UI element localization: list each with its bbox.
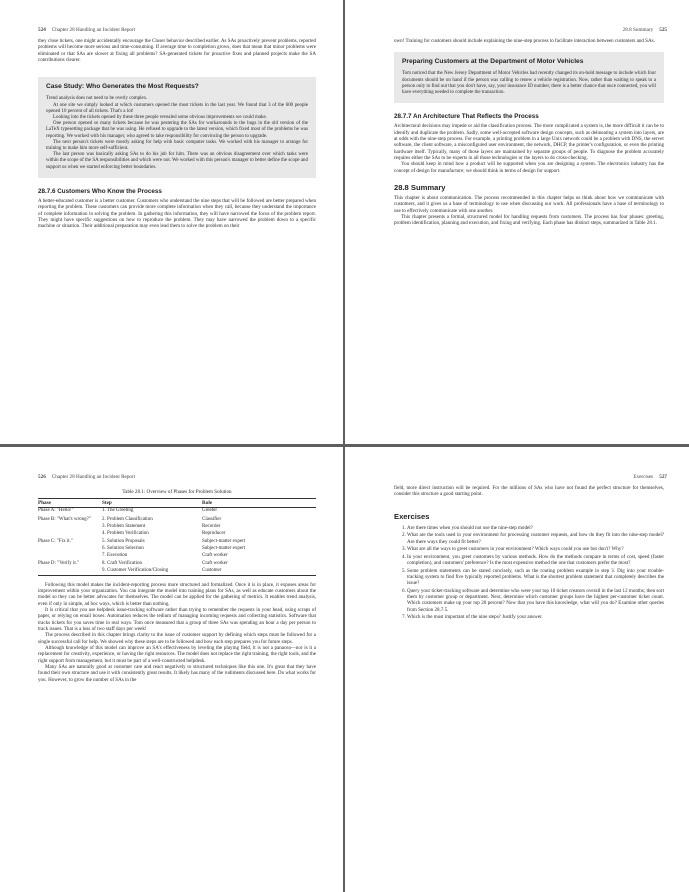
table-cell: 4. Problem Verification [102, 530, 149, 536]
page-number: 524 [38, 27, 46, 33]
table-cell: Reproducer [202, 530, 226, 536]
page-number: 527 [659, 474, 667, 480]
table-cell: Phase C: "Fix it." [38, 538, 73, 544]
table-cell [38, 530, 102, 537]
page-content [394, 485, 664, 622]
page-525 [345, 0, 689, 444]
case-study-title: Case Study: Who Generates the Most Requests? [46, 83, 199, 91]
table-cell [38, 552, 102, 559]
case-study-paragraph: At one site we simply looked at which customers opened the most tickets in the last year. We found that 3 of the 600 people opened 10 percent of all tickets. That's a lot! [46, 102, 308, 114]
sidebar-box-text: Tom noticed that the New Jersey Department of Motor Vehicles had recently changed its on-hold message to include which four documents should be on hand if the person was calling to renew a vehicle registration. Now, rather than waiting to speak to a person only to find out that you don't have, say, your insurance ID number, there is a better chance that once connected, you will have everything needed to complete the transaction. [402, 71, 656, 95]
exercise-item: 3. What are all the ways to greet customers in your environment? Which ways could you use but don't? Why? [407, 546, 664, 552]
exercise-item: 4. In your environment, you greet customers by various methods. How do the methods compare in terms of cost, speed (faster completion), and customers' preference? Is the most expensive method the one that customers prefer the most? [407, 554, 664, 567]
table-row [38, 508, 316, 516]
header-title: Exercises [633, 474, 654, 480]
page-number: 525 [659, 27, 667, 33]
table-header-cell: Step [102, 499, 202, 508]
body-paragraph: Many SAs are naturally good at customer care and react negatively to structured techniques like this one. It's great that they have found their own structure and use it with consistently great results. It likely has many of the rudiments discussed here. Do what works for you. However, to grow the number of SAs in the [38, 664, 316, 683]
case-study-paragraph: The next person's tickets were mostly asking for help with basic computer tasks. We worked with his manager to arrange for training to make him more self-sufficient. [46, 139, 308, 151]
page-content [38, 485, 316, 683]
table-cell [38, 523, 102, 530]
table-row [38, 523, 316, 530]
exercise-item: 7. Which is the most important of the nine steps? Justify your answer. [407, 614, 664, 620]
header-title: 28.8 Summary [622, 27, 654, 33]
table-row [38, 515, 316, 523]
page-content [394, 38, 664, 227]
table-cell [38, 545, 102, 552]
table-cell: Craft worker [202, 560, 228, 566]
page-527 [345, 447, 689, 892]
exercise-item: 6. Query your ticket-tracking software and determine who were your top 10 ticket creators overall in the last 12 months; then sort them by customer group or department. Next, determine which customer groups have the highest per-customer ticket count. Which customers make up your top 20 percent? Now that you have this knowledge, what will you do? Examine other queries from Section 28.7.5. [407, 588, 664, 613]
table-cell: Phase A: "Hello!" [38, 508, 74, 514]
table-cell: Phase D: "Verify it." [38, 560, 80, 566]
body-paragraph: Following this model makes the incident-reporting process more structured and formalized. Once it is in place, it exposes areas for improvement within your organization. You can integrate the model into training plans for SAs, as well as educate customers about the model so they can be better advocates for themselves. The model can be applied for the gathering of metrics. It enables trend analysis, even if only in simple, ad hoc ways, which is better than nothing. [38, 581, 316, 607]
summary-heading: 28.8 Summary [394, 182, 446, 192]
body-paragraph: A better-educated customer is a better customer. Customers who understand the nine steps that will be followed are better prepared when reporting the problem. These customers can provide more complete information when they call, because they understand the importance of complete information in solving the problem. In gathering this information, they will have narrowed the focus of the problem report. They might have specific suggestions on how to reproduce the problem. They may have narrowed the problem down to a specific machine or situation. Their additional preparation may even lead them to solve the problem on their [38, 197, 316, 230]
case-study-box [38, 77, 316, 177]
table-header-cell: Phase [38, 499, 102, 508]
table-row [38, 530, 316, 537]
phases-table [38, 498, 316, 576]
case-study-paragraph: The last person was basically asking SAs to do his job for him. There was an obvious disagreement over which tasks were within the scope of the SA responsibilities and which were not. We worked with this person's manager to better define the scope and support us when we started enforcing better boundaries. [46, 152, 308, 170]
table-cell: 3. Problem Statement [102, 523, 146, 529]
table-row [38, 537, 316, 545]
table-header-row [38, 499, 316, 508]
running-header [633, 474, 667, 480]
exercises-heading: Exercises [394, 511, 430, 521]
body-paragraph: This chapter is about communication. The process recommended in this chapter helps us think about how we communicate with customers, and it gives us a base of terminology to use when discussing our work. All professionals have a base of terminology to use to effectively communicate with one another. [394, 194, 664, 214]
exercise-item: 2. What are the tools used in your environment for processing customer requests, and how do they fit into the nine-step model? Are there ways they could fit better? [407, 532, 664, 545]
table-row [38, 545, 316, 552]
table-cell: Subject-matter expert [202, 538, 246, 544]
body-paragraph: This chapter presents a formal, structured model for handling requests from customers. The process has four phases: greeting, problem identification, planning and execution, and fixing and verifying. Each phase has distinct steps, summarized in Table 28.1. [394, 213, 664, 227]
table-cell: Recorder [202, 523, 221, 529]
header-title: Chapter 28 Handling an Incident Report [51, 27, 136, 33]
table-cell: Customer [202, 568, 316, 576]
body-paragraph: Architectural decisions may impede or aid the classification process. The more complicated a system is, the more difficult it can be to identify and duplicate the problem. Sadly, some well-accepted software design concepts, such as delineating a system into layers, are at odds with the nine-step process. For example, a printing problem in a large Unix network could be a problem with DNS, the server software, the client software, a misconfigured user environment, the network, DHCP, the printer's configuration, or even the printing hardware itself. Typically, many of those layers are maintained by separate groups of people. To diagnose the problem accurately requires either the SAs to be experts in all those technologies or the layers to do cross-checking. [394, 123, 664, 161]
page-526 [0, 447, 343, 892]
exercise-item: 5. Some problem statements can be stated concisely, such as the routing problem example in step 3. Dig into your trouble-tracking system to find five typically reported problems. What is the shortest problem statement that completely describes the issue? [407, 568, 664, 587]
table-cell: 6. Solution Selection [102, 545, 144, 551]
section-heading: 28.7.7 An Architecture That Reflects the Process [394, 113, 539, 121]
table-cell: Classifier [202, 516, 222, 522]
body-paragraph: field, more direct instruction will be required. For the millions of SAs who have not found the perfect structure for themselves, consider this structure a good starting point. [394, 485, 664, 498]
body-paragraph: Although knowledge of this model can improve an SA's effectiveness by leveling the playing field, it is not a panacea—nor is it a replacement for creativity, experience, or having the right resources. The model does not replace the right training, the right tools, and the right support from management, but it must be part of a well-constructed helpdesk. [38, 645, 316, 664]
table-cell: Phase B: "What's wrong?" [38, 516, 91, 522]
table-cell: 7. Execution [102, 552, 128, 558]
case-study-paragraph: Trend analysis does not need to be overly complex. [46, 96, 148, 102]
header-title: Chapter 28 Handling an Incident Report [51, 474, 136, 480]
body-paragraph: It is critical that you use helpdesk issue-tracking software rather than trying to remember the requests in your head, using scraps of paper, or relying on email boxes. Automation reduces the tedium of managing incoming requests and collecting statistics. Software that tracks tickets for you saves time in real ways. Tom once measured that a group of three SAs was spending an hour a day per person to track issues. That is a loss of two staff days per week! [38, 606, 316, 633]
body-paragraph: The process described in this chapter brings clarity to the issue of customer support by defining which steps must be followed for a single successful call for help. We showed why these steps are to be followed and how each step prepares you for future steps. [38, 632, 316, 645]
table-cell: Subject-matter expert [202, 545, 246, 551]
table-cell: 8. Craft Verification [102, 560, 143, 566]
exercise-item: 1. Are there times when you should not use the nine-step model? [407, 525, 664, 531]
table-cell: 1. The Greeting [102, 508, 134, 514]
table-caption: Table 28.1: Overview of Phases for Problem Solution [122, 489, 232, 495]
body-paragraph: You should keep in mind how a product will be supported when you are designing a system. The electronics industry has the concept of design for manufacture; we should think in terms of design for support. [394, 161, 664, 174]
table-cell [38, 568, 102, 576]
section-heading: 28.7.6 Customers Who Know the Process [38, 187, 162, 195]
page-number: 526 [38, 474, 46, 480]
running-header [623, 27, 667, 33]
table-cell: Craft worker [202, 552, 228, 558]
running-header [38, 27, 135, 33]
table-cell: 5. Solution Proposals [102, 538, 145, 544]
table-row [38, 568, 316, 576]
sidebar-box-title: Preparing Customers at the Department of Motor Vehicles [402, 58, 584, 66]
page-524 [0, 0, 343, 444]
exercise-list [394, 525, 664, 621]
body-paragraph: own! Training for customers should include explaining the nine-step process to facilitate interaction between customers and SAs. [394, 38, 655, 44]
table-row [38, 559, 316, 567]
table-cell: 2. Problem Classification [102, 516, 153, 522]
table-header-cell: Role [202, 499, 316, 508]
table-cell: 9. Customer Verification/Closing [102, 568, 202, 576]
case-study-paragraph: Looking into the tickets opened by these three people revealed some obvious improvements we could make. [53, 114, 267, 120]
sidebar-box [394, 52, 664, 103]
table-row [38, 552, 316, 559]
page-content [38, 38, 316, 230]
table-cell: Greeter [202, 508, 217, 514]
body-paragraph: they close tickets, one might accidentally encourage the Closer behavior described earlier. As SAs proactively prevent problems, reported problems will become more serious and time-consuming. If average time to completion grows, does that mean that minor problems were eliminated or that SAs are slower at fixing all problems? SA-generated tickets for proactive fixes and planned projects make the SA contributions clearer. [38, 38, 316, 64]
running-header [38, 474, 135, 480]
case-study-paragraph: One person opened so many tickets because he was pestering the SAs for workarounds to the bugs in the old version of the LaTeX typesetting package that he was using. He refused to upgrade to the latest version, which fixed most of the problems he was reporting. We worked with his manager, who agreed to take responsibility for convincing the person to upgrade. [46, 121, 308, 139]
